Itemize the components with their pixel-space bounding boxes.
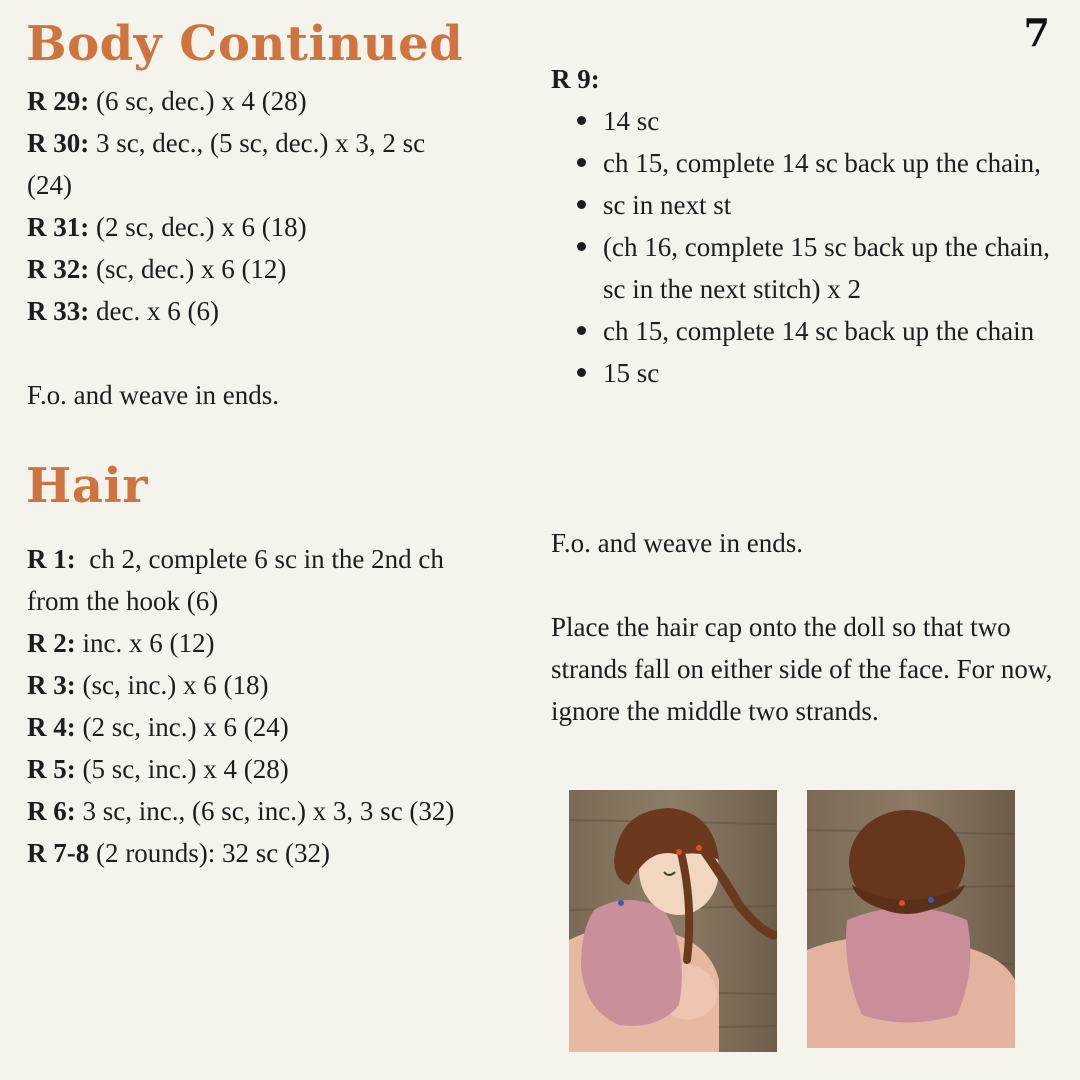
hair-row: R 5: (5 sc, inc.) x 4 (28) bbox=[27, 754, 289, 784]
placement-instruction: Place the hair cap onto the doll so that two strands fall on either side of the face. For now, ignore the middle two strands. bbox=[551, 612, 1053, 726]
body-continued-heading: Body Continued bbox=[26, 16, 464, 72]
list-item: 15 sc bbox=[551, 352, 1056, 394]
list-item: sc in next st bbox=[551, 184, 1056, 226]
doll-back-photo bbox=[807, 790, 1015, 1048]
round-9-label: R 9: bbox=[551, 64, 600, 94]
hair-row: R 6: 3 sc, inc., (6 sc, inc.) x 3, 3 sc (32) bbox=[27, 796, 455, 826]
round-9-steps bbox=[551, 100, 1056, 394]
body-finish-note: F.o. and weave in ends. bbox=[27, 380, 280, 410]
body-row: R 29: (6 sc, dec.) x 4 (28) bbox=[27, 86, 307, 116]
body-row: R 31: (2 sc, dec.) x 6 (18) bbox=[27, 212, 307, 242]
hair-row: R 3: (sc, inc.) x 6 (18) bbox=[27, 670, 269, 700]
body-row: R 32: (sc, dec.) x 6 (12) bbox=[27, 254, 287, 284]
list-item: ch 15, complete 14 sc back up the chain bbox=[551, 310, 1056, 352]
hair-finish-note: F.o. and weave in ends. bbox=[551, 528, 804, 558]
hair-row: R 1: ch 2, complete 6 sc in the 2nd ch bbox=[27, 544, 444, 574]
doll-side-photo bbox=[569, 790, 777, 1052]
hair-row: R 7-8 (2 rounds): 32 sc (32) bbox=[27, 838, 330, 868]
page-number: 7 bbox=[1023, 10, 1050, 55]
list-item: 14 sc bbox=[551, 100, 1056, 142]
hair-row: R 4: (2 sc, inc.) x 6 (24) bbox=[27, 712, 289, 742]
hair-row: R 2: inc. x 6 (12) bbox=[27, 628, 215, 658]
list-item: ch 15, complete 14 sc back up the chain, bbox=[551, 142, 1056, 184]
body-row: (24) bbox=[27, 170, 72, 200]
hair-heading: Hair bbox=[26, 458, 148, 514]
body-rows bbox=[27, 80, 527, 332]
body-row: R 33: dec. x 6 (6) bbox=[27, 296, 219, 326]
body-row: R 30: 3 sc, dec., (5 sc, dec.) x 3, 2 sc bbox=[27, 128, 426, 158]
hair-row: from the hook (6) bbox=[27, 586, 219, 616]
list-item: (ch 16, complete 15 sc back up the chain, sc in the next stitch) x 2 bbox=[551, 226, 1056, 310]
hair-rows bbox=[27, 538, 527, 874]
